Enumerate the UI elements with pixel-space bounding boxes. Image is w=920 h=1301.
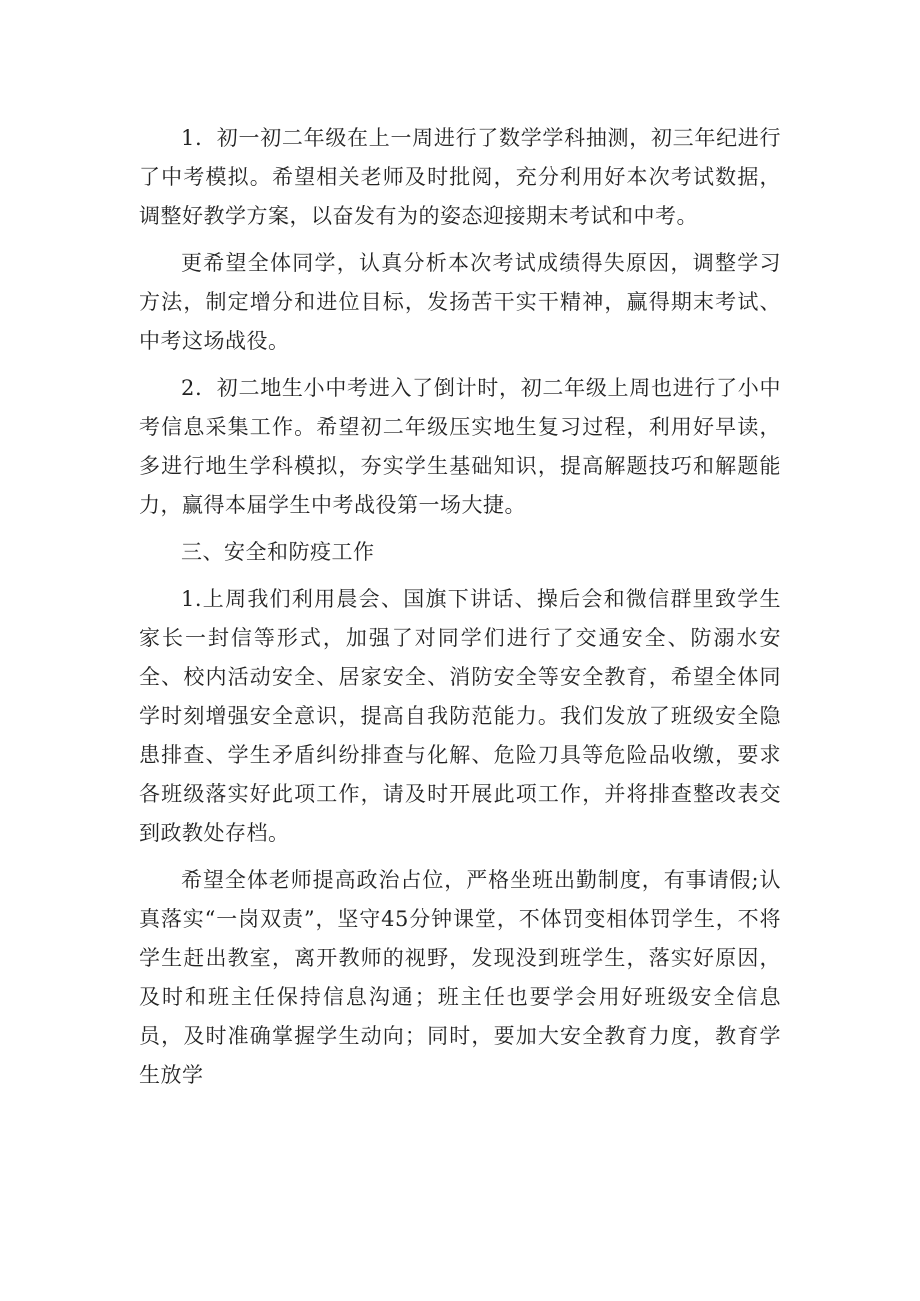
paragraph-exam-review: 1．初一初二年级在上一周进行了数学学科抽测，初三年纪进行了中考模拟。希望相关老师及时批阅，充分利用好本次考试数据，调整好教学方案，以奋发有为的姿态迎接期末考试和中考。 — [139, 126, 781, 228]
paragraph-teacher-duties: 希望全体老师提高政治占位，严格坐班出勤制度，有事请假;认真落实“一岗双责”，坚守45分钟课堂，不体罚变相体罚学生，不将学生赶出教室，离开教师的视野，发现没到班学生，落实好原因，及时和班主任保持信息沟通；班主任也要学会用好班级安全信息员，及时准确掌握学生动向；同时，要加大安全教育力度，教育学生放学 — [139, 868, 781, 1087]
paragraph-student-expectation: 更希望全体同学，认真分析本次考试成绩得失原因，调整学习方法，制定增分和进位目标，发扬苦干实干精神，赢得期末考试、中考这场战役。 — [139, 251, 781, 353]
paragraph-safety-education: 1.上周我们利用晨会、国旗下讲话、操后会和微信群里致学生家长一封信等形式，加强了对同学们进行了交通安全、防溺水安全、校内活动安全、居家安全、消防安全等安全教育，希望全体同学时刻增强安全意识，提高自我防范能力。我们发放了班级安全隐患排查、学生矛盾纠纷排查与化解、危险刀具等危险品收缴，要求各班级落实好此项工作，请及时开展此项工作，并将排查整改表交到政教处存档。 — [139, 587, 781, 845]
paragraph-geography-biology-exam: 2．初二地生小中考进入了倒计时，初二年级上周也进行了小中考信息采集工作。希望初二年级压实地生复习过程，利用好早读，多进行地生学科模拟，夯实学生基础知识，提高解题技巧和解题能力，赢得本届学生中考战役第一场大捷。 — [139, 376, 781, 517]
section-heading-safety: 三、安全和防疫工作 — [181, 540, 375, 564]
